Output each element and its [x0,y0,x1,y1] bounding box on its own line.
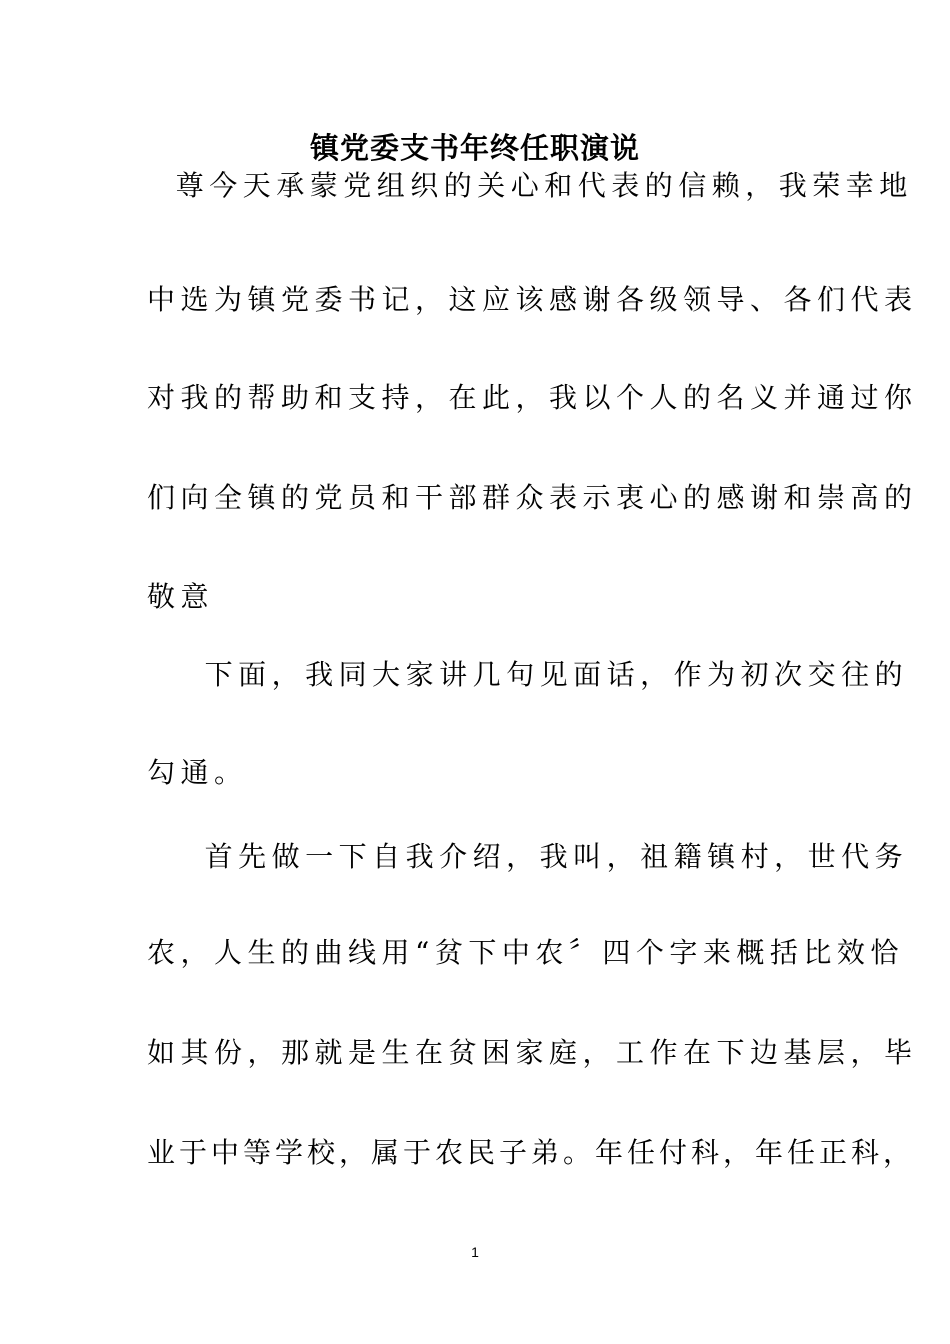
paragraph-line-11: 业于中等学校，属于农民子弟。年任付科，年任正科， [147,1136,916,1169]
paragraph-line-3: 对我的帮助和支持，在此，我以个人的名义并通过你 [147,381,918,414]
paragraph-line-2: 中选为镇党委书记，这应该感谢各级领导、各们代表 [147,283,918,316]
paragraph-line-1: 尊今天承蒙党组织的关心和代表的信赖，我荣幸地 [147,169,913,202]
page-number: 1 [471,1244,479,1260]
document-title: 镇党委支书年终任职演说 [309,131,640,165]
paragraph-line-7: 勾通。 [147,756,248,789]
paragraph-line-10: 如其份，那就是生在贫困家庭，工作在下边基层，毕 [147,1036,918,1069]
paragraph-line-6: 下面，我同大家讲几句见面话，作为初次交往的 [147,658,909,691]
paragraph-line-5: 敬意 [147,580,215,613]
paragraph-line-9: 农，人生的曲线用“贫下中农〞四个字来概括比效恰 [147,936,904,969]
paragraph-line-4: 们向全镇的党员和干部群众表示衷心的感谢和崇高的 [147,481,918,514]
paragraph-line-8: 首先做一下自我介绍，我叫，祖籍镇村，世代务 [147,840,909,873]
